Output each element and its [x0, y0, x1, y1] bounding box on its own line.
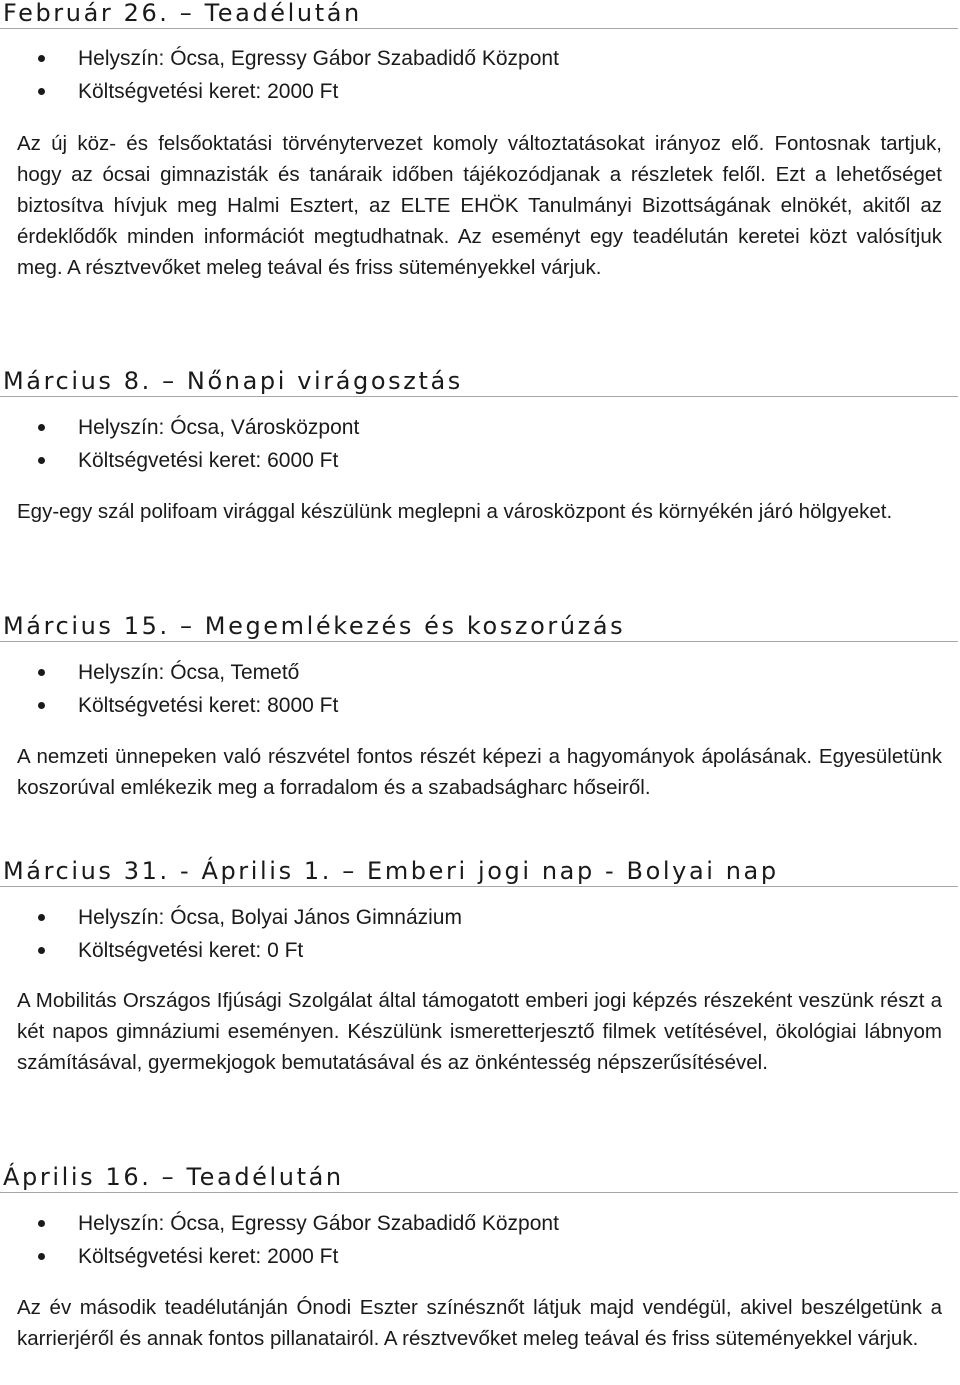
event-section	[0, 1162, 960, 1273]
event-section	[0, 611, 960, 722]
bullet-icon	[38, 457, 45, 464]
event-budget	[0, 75, 960, 108]
event-budget-text: Költségvetési keret: 2000 Ft	[78, 80, 339, 103]
event-budget	[0, 444, 960, 477]
bullet-icon	[38, 88, 45, 95]
event-details-list	[0, 1207, 960, 1273]
event-details-list	[0, 42, 960, 108]
event-heading: Március 8. – Nőnapi virágosztás	[0, 366, 958, 397]
bullet-icon	[38, 914, 45, 921]
event-location	[0, 42, 960, 75]
event-location	[0, 411, 960, 444]
event-location-text: Helyszín: Ócsa, Egressy Gábor Szabadidő Központ	[78, 1212, 559, 1235]
event-location-text: Helyszín: Ócsa, Egressy Gábor Szabadidő Központ	[78, 47, 559, 70]
event-description: A Mobilitás Országos Ifjúsági Szolgálat által támogatott emberi jogi képzés részeként veszünk részt a két napos gimnáziumi eseményen. Készülünk ismeretterjesztő filmek vetítésével, ökológiai lábnyom számításával, gyermekjogok bemutatásával és az önkéntesség népszerűsítésével.	[17, 989, 942, 1074]
event-heading: Március 15. – Megemlékezés és koszorúzás	[0, 611, 958, 642]
event-heading: Március 31. - Április 1. – Emberi jogi nap - Bolyai nap	[0, 856, 958, 887]
event-section	[0, 0, 960, 108]
event-heading: Február 26. – Teadélután	[0, 0, 958, 29]
event-description: Az év második teadélutánján Ónodi Eszter színésznőt látjuk majd vendégül, akivel beszélgetünk a karrierjéről és annak fontos pillanatairól. A résztvevőket meleg teával és friss süteményekkel várjuk.	[17, 1296, 942, 1350]
event-budget-text: Költségvetési keret: 0 Ft	[78, 939, 304, 962]
event-budget-text: Költségvetési keret: 6000 Ft	[78, 449, 339, 472]
event-location-text: Helyszín: Ócsa, Temető	[78, 661, 300, 684]
bullet-icon	[38, 55, 45, 62]
event-details-list	[0, 901, 960, 967]
event-section	[0, 856, 960, 967]
event-budget-text: Költségvetési keret: 8000 Ft	[78, 694, 339, 717]
event-budget	[0, 934, 960, 967]
event-location	[0, 1207, 960, 1240]
event-description: Egy-egy szál polifoam virággal készülünk meglepni a városközpont és környékén járó hölgyeket.	[17, 500, 893, 523]
event-location-text: Helyszín: Ócsa, Városközpont	[78, 416, 360, 439]
event-location	[0, 901, 960, 934]
bullet-icon	[38, 1253, 45, 1260]
event-budget	[0, 1240, 960, 1273]
event-description: Az új köz- és felsőoktatási törvénytervezet komoly változtatásokat irányoz elő. Fontosnak tartjuk, hogy az ócsai gimnazisták és tanáraik időben tájékozódjanak a részletek felől. Ezt a lehetőséget biztosítva hívjuk meg Halmi Esztert, az ELTE EHÖK Tanulmányi Bizottságának elnökét, akitől az érdeklődők minden információt megtudhatnak. Az eseményt egy teadélután keretei közt valósítjuk meg. A résztvevőket meleg teával és friss süteményekkel várjuk.	[17, 132, 942, 279]
bullet-icon	[38, 702, 45, 709]
event-details-list	[0, 656, 960, 722]
bullet-icon	[38, 424, 45, 431]
event-heading: Április 16. – Teadélután	[0, 1162, 958, 1193]
bullet-icon	[38, 1220, 45, 1227]
bullet-icon	[38, 669, 45, 676]
event-budget	[0, 689, 960, 722]
event-budget-text: Költségvetési keret: 2000 Ft	[78, 1245, 339, 1268]
event-section	[0, 366, 960, 477]
event-description: A nemzeti ünnepeken való részvétel fontos részét képezi a hagyományok ápolásának. Egyesületünk koszorúval emlékezik meg a forradalom és a szabadságharc hőseiről.	[17, 745, 942, 799]
event-location	[0, 656, 960, 689]
bullet-icon	[38, 947, 45, 954]
event-location-text: Helyszín: Ócsa, Bolyai János Gimnázium	[78, 906, 462, 929]
event-details-list	[0, 411, 960, 477]
